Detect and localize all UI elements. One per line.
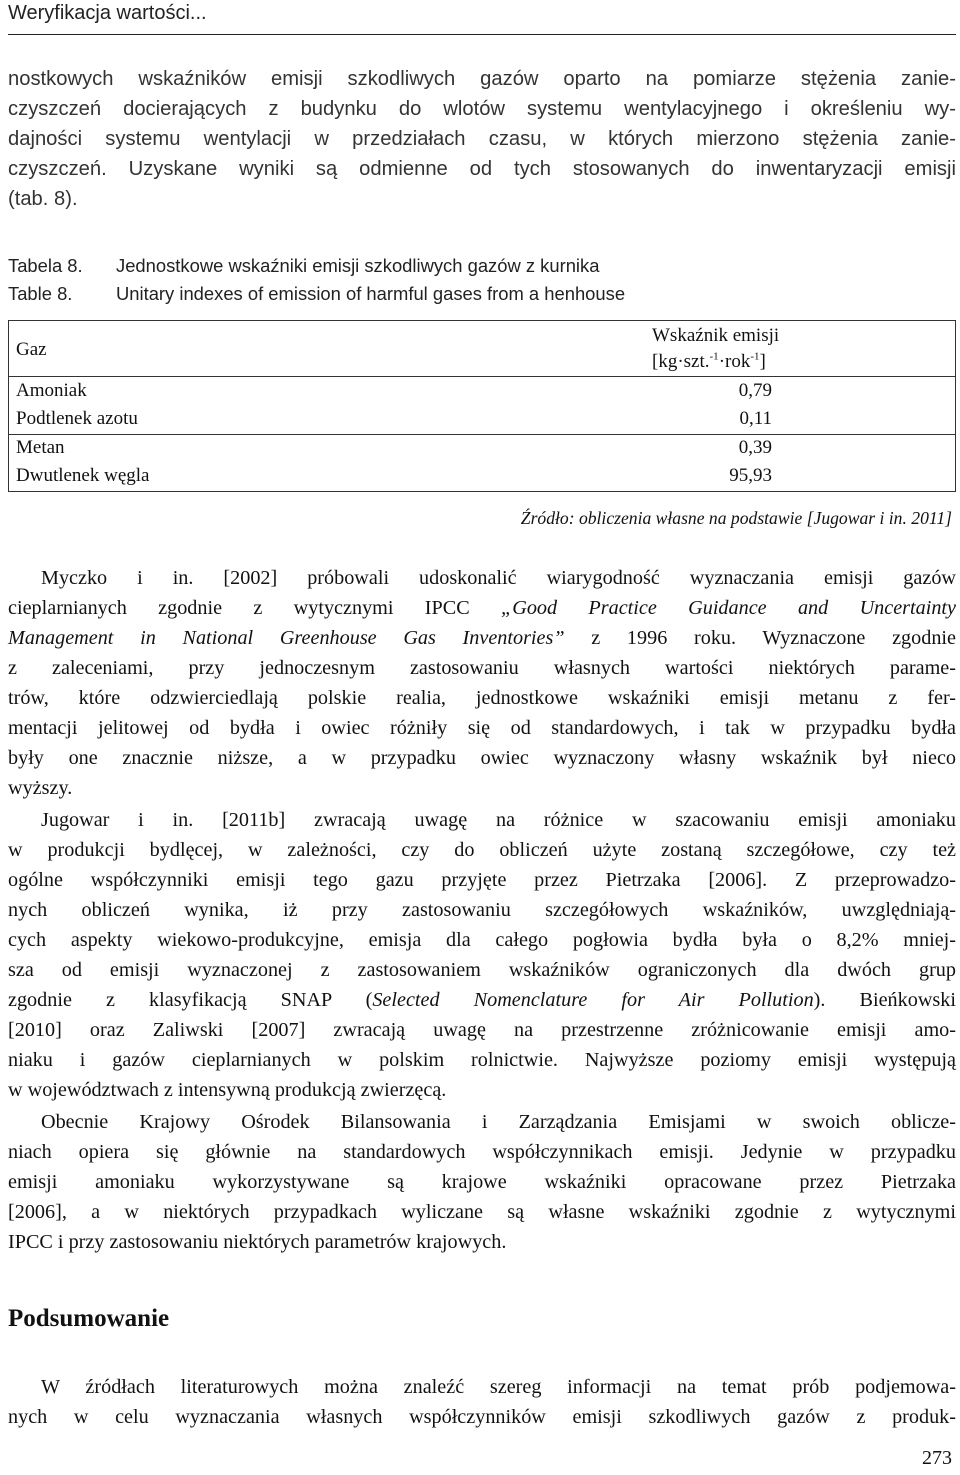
text-line: sza od emisji wyznaczonej z zastosowaniem wskaźników ograniczonych dla dwóch grup <box>8 959 956 981</box>
text-line: ogólne współczynniki emisji tego gazu przyjęte przez Pietrzaka [2006]. Z przeprowadzo- <box>8 869 956 891</box>
text-line: W źródłach literaturowych można znaleźć szereg informacji na temat prób podjemowa- <box>41 1376 956 1398</box>
paragraph-summary <box>8 1372 956 1432</box>
table-source: Źródło: obliczenia własne na podstawie [Jugowar i in. 2011] <box>520 508 952 528</box>
header-rule <box>8 34 956 35</box>
text-line: [2006], a w niektórych przypadkach wyliczane są własne wskaźniki zgodnie z wytycznymi <box>8 1201 956 1223</box>
text-line: trów, które odzwierciedlają polskie realia, jednostkowe wskaźniki emisji metanu z fer- <box>8 687 956 709</box>
table-rule-bottom <box>8 491 956 492</box>
paragraph-myczko <box>8 563 956 803</box>
table-cell-gas: Podtlenek azotu <box>16 408 138 429</box>
section-heading: Podsumowanie <box>8 1305 170 1332</box>
table-header-unit: [kg·szt.$^{-1}$·rok$^{-1}$] <box>652 350 766 372</box>
text-line: dajności systemu wentylacji w przedziałach czasu, w których mierzono stężenia zanie- <box>8 128 956 150</box>
text-line: z zaleceniami, przy jednoczesnym zastosowaniu własnych wartości niektórych parame- <box>8 657 956 679</box>
table-cell-value: 0,39 <box>738 437 772 458</box>
text-line: Management in National Greenhouse Gas Inventories” z 1996 roku. Wyznaczone zgodnie <box>8 627 956 649</box>
caption-label: Table 8. <box>8 283 73 304</box>
table-cell-value: 0,79 <box>738 380 772 401</box>
table-cell-gas: Metan <box>16 437 65 458</box>
caption-text: Jednostkowe wskaźniki emisji szkodliwych gazów z kurnika <box>116 255 600 276</box>
text-line: w produkcji bydlęcej, w zależności, czy do obliczeń użyte zostaną szczegółowe, czy też <box>8 839 956 861</box>
table-cell-gas: Amoniak <box>16 380 87 401</box>
text-line: czyszczeń docierających z budynku do wlotów systemu wentylacyjnego i określeniu wy- <box>8 98 956 120</box>
text-line: Myczko i in. [2002] próbowali udoskonalić wiarygodność wyznaczania emisji gazów <box>41 567 956 589</box>
running-header-title: Weryfikacja wartości... <box>8 2 207 24</box>
text-line: Jugowar i in. [2011b] zwracają uwagę na różnice w szacowaniu emisji amoniaku <box>41 809 956 831</box>
caption-label: Tabela 8. <box>8 255 83 276</box>
text-line: wyższy. <box>8 777 73 799</box>
text-line: niach opiera się głównie na standardowych współczynnikach emisji. Jedynie w przypadku <box>8 1141 956 1163</box>
table-header-index: Wskaźnik emisji <box>652 325 780 346</box>
text-line: zgodnie z klasyfikacją SNAP (Selected Nomenclature for Air Pollution). Bieńkowski <box>8 989 956 1011</box>
text-line: czyszczeń. Uzyskane wyniki są odmienne od tych stosowanych do inwentaryzacji emisji <box>8 158 956 180</box>
table-border-left <box>8 320 9 492</box>
text-line: nostkowych wskaźników emisji szkodliwych gazów oparto na pomiarze stężenia zanie- <box>8 68 956 90</box>
table-rule-top <box>8 320 956 321</box>
text-line: (tab. 8). <box>8 188 78 210</box>
text-line: w województwach z intensywną produkcją zwierzęcą. <box>8 1079 447 1101</box>
text-line: nych w celu wyznaczania własnych współczynników emisji szkodliwych gazów z produk- <box>8 1406 956 1428</box>
table-cell-value: 0,11 <box>739 408 772 429</box>
text-line: nych obliczeń wynika, iż przy zastosowaniu szczegółowych wskaźników, uwzględniają- <box>8 899 956 921</box>
text-line: IPCC i przy zastosowaniu niektórych parametrów krajowych. <box>8 1231 507 1253</box>
text-line: emisji amoniaku wykorzystywane są krajowe wskaźniki opracowane przez Pietrzaka <box>8 1171 956 1193</box>
table-cell-gas: Dwutlenek węgla <box>16 465 150 486</box>
caption-text: Unitary indexes of emission of harmful gases from a henhouse <box>116 283 626 304</box>
table-border-right <box>955 320 956 492</box>
text-line: były one znacznie niższe, a w przypadku owiec wyznaczony własny wskaźnik był nieco <box>8 747 956 769</box>
text-line: [2010] oraz Zaliwski [2007] zwracają uwagę na przestrzenne zróżnicowanie emisji amo- <box>8 1019 956 1041</box>
text-line: mentacji jelitowej od bydła i owiec różniły się od standardowych, i tak w przypadku bydła <box>8 717 956 739</box>
page-number: 273 <box>922 1447 952 1469</box>
paragraph-jugowar <box>8 805 956 1105</box>
text-line: cieplarnianych zgodnie z wytycznymi IPCC „Good Practice Guidance and Uncertainty <box>8 597 956 619</box>
text-line: niaku i gazów cieplarnianych w polskim rolnictwie. Najwyższe poziomy emisji występują <box>8 1049 956 1071</box>
table-rule-header <box>8 376 956 377</box>
table-cell-value: 95,93 <box>729 465 772 486</box>
intro-paragraph <box>8 64 956 214</box>
text-line: cych aspekty wiekowo-produkcyjne, emisja dla całego pogłowia bydła była o 8,2% mniej- <box>8 929 956 951</box>
emission-table <box>8 320 956 492</box>
table-header-gas: Gaz <box>16 339 47 360</box>
running-header <box>8 0 956 38</box>
text-line: Obecnie Krajowy Ośrodek Bilansowania i Zarządzania Emisjami w swoich oblicze- <box>41 1111 956 1133</box>
table-rule <box>8 434 956 435</box>
paragraph-kobize <box>8 1107 956 1257</box>
